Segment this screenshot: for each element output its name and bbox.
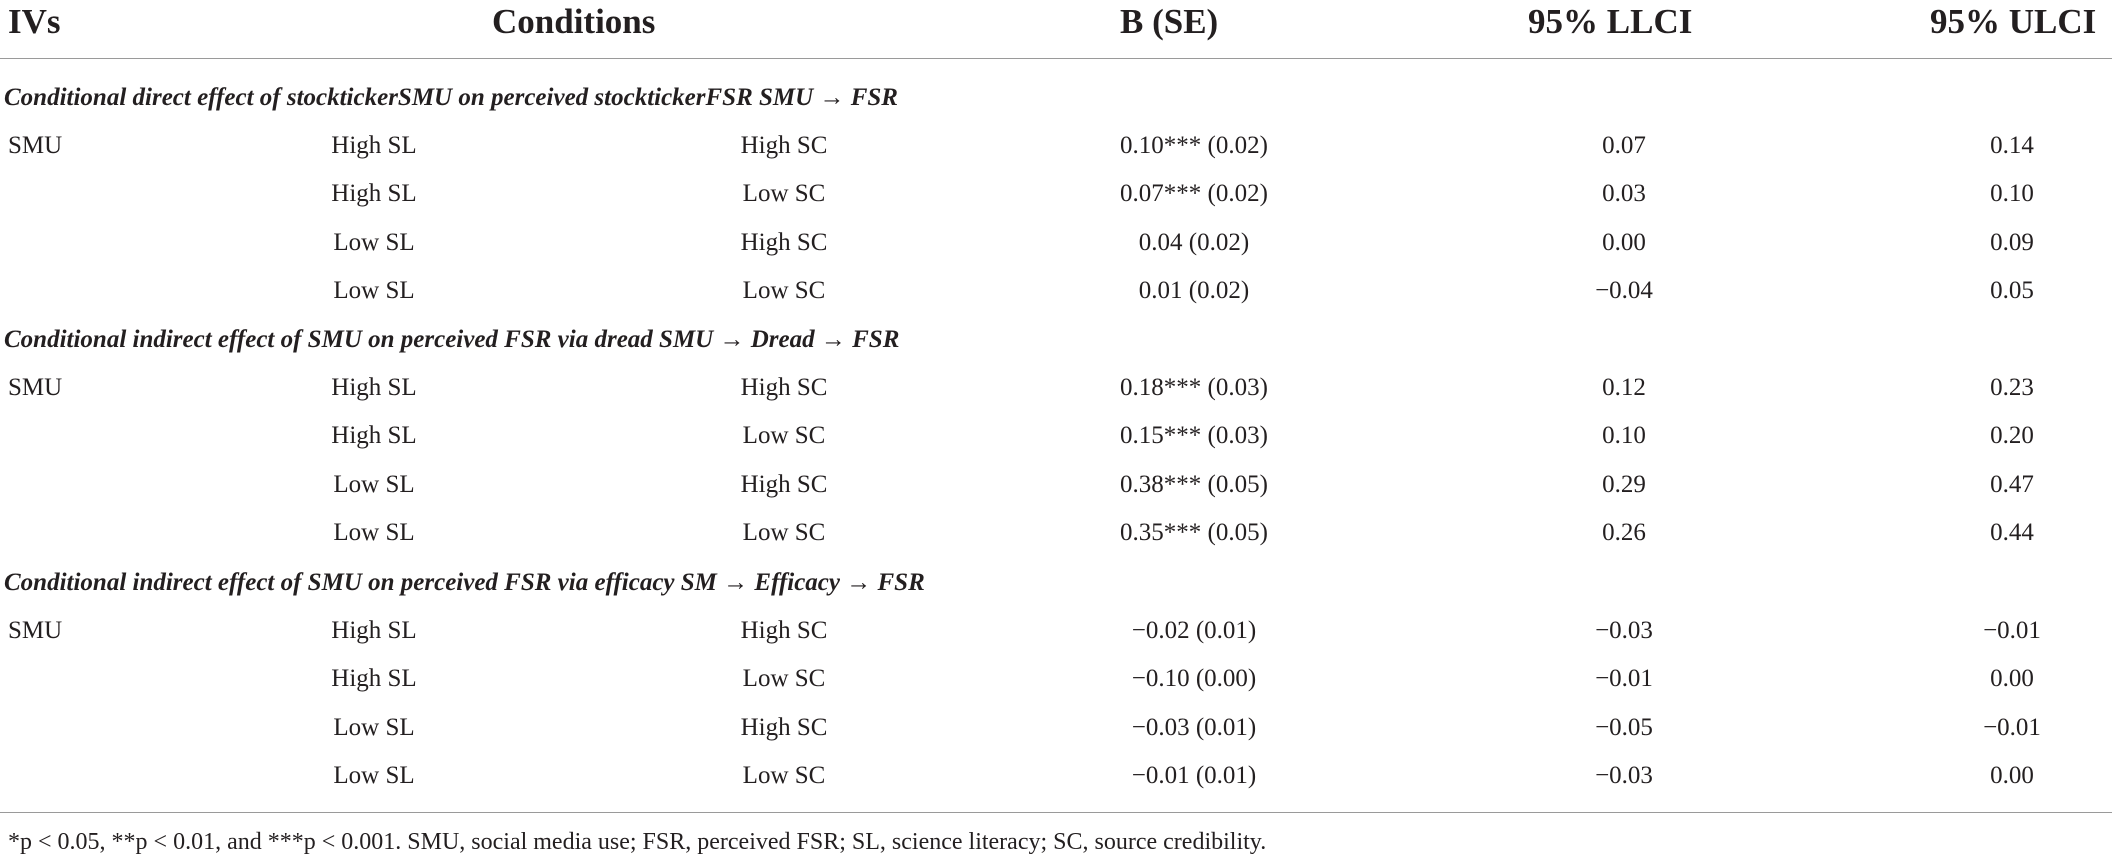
header-b-se: B (SE) <box>1120 2 1219 41</box>
cell-sl: High SL <box>331 422 417 449</box>
cell-llci: 0.07 <box>1602 132 1646 159</box>
header-ivs: IVs <box>8 2 61 41</box>
cell-llci: 0.29 <box>1602 471 1646 498</box>
cell-ulci: 0.23 <box>1990 374 2034 401</box>
cell-b-se: 0.10*** (0.02) <box>1120 132 1268 159</box>
cell-llci: −0.01 <box>1595 665 1653 692</box>
cell-sl: Low SL <box>333 519 415 546</box>
cell-ulci: 0.47 <box>1990 471 2034 498</box>
cell-sc: High SC <box>740 229 828 256</box>
cell-llci: 0.10 <box>1602 422 1646 449</box>
cell-iv: SMU <box>8 374 63 401</box>
table-row <box>0 515 2120 551</box>
table-row <box>0 176 2120 212</box>
cell-b-se: 0.04 (0.02) <box>1138 229 1250 256</box>
table-row <box>0 613 2120 649</box>
table-row <box>0 273 2120 309</box>
cell-llci: −0.04 <box>1595 277 1653 304</box>
cell-b-se: 0.38*** (0.05) <box>1120 471 1268 498</box>
cell-sl: High SL <box>331 180 417 207</box>
cell-b-se: 0.35*** (0.05) <box>1120 519 1268 546</box>
cell-sc: Low SC <box>742 277 826 304</box>
cell-sl: Low SL <box>333 471 415 498</box>
cell-sc: High SC <box>740 714 828 741</box>
section-title-efficacy: Conditional indirect effect of SMU on perceived FSR via efficacy SM → Efficacy → FSR <box>4 569 925 596</box>
cell-ulci: 0.05 <box>1990 277 2034 304</box>
table-row <box>0 225 2120 261</box>
cell-b-se: −0.10 (0.00) <box>1131 665 1257 692</box>
section-title-dread: Conditional indirect effect of SMU on perceived FSR via dread SMU → Dread → FSR <box>4 326 900 353</box>
cell-sl: High SL <box>331 665 417 692</box>
cell-llci: 0.00 <box>1602 229 1646 256</box>
cell-sl: High SL <box>331 132 417 159</box>
cell-llci: −0.03 <box>1595 762 1653 789</box>
cell-b-se: 0.18*** (0.03) <box>1120 374 1268 401</box>
cell-llci: 0.12 <box>1602 374 1646 401</box>
cell-llci: −0.03 <box>1595 617 1653 644</box>
cell-ulci: 0.20 <box>1990 422 2034 449</box>
cell-sc: Low SC <box>742 180 826 207</box>
cell-llci: 0.03 <box>1602 180 1646 207</box>
cell-b-se: 0.15*** (0.03) <box>1120 422 1268 449</box>
cell-iv: SMU <box>8 617 63 644</box>
cell-ulci: −0.01 <box>1983 714 2041 741</box>
cell-sc: High SC <box>740 374 828 401</box>
header-conditions: Conditions <box>492 2 656 41</box>
cell-sc: Low SC <box>742 762 826 789</box>
cell-sl: Low SL <box>333 229 415 256</box>
cell-llci: 0.26 <box>1602 519 1646 546</box>
section-title-direct-effect: Conditional direct effect of stocktickerSMU on perceived stocktickerFSR SMU → FSR <box>4 84 898 111</box>
cell-ulci: 0.44 <box>1990 519 2034 546</box>
cell-b-se: −0.03 (0.01) <box>1131 714 1257 741</box>
table-row <box>0 370 2120 406</box>
cell-sc: Low SC <box>742 422 826 449</box>
cell-ulci: 0.09 <box>1990 229 2034 256</box>
cell-sl: Low SL <box>333 714 415 741</box>
table-row <box>0 467 2120 503</box>
cell-b-se: −0.01 (0.01) <box>1131 762 1257 789</box>
cell-sc: High SC <box>740 617 828 644</box>
header-ulci: 95% ULCI <box>1930 2 2097 41</box>
table-row <box>0 128 2120 164</box>
cell-iv: SMU <box>8 132 63 159</box>
cell-sc: Low SC <box>742 665 826 692</box>
table-row <box>0 710 2120 746</box>
cell-sc: Low SC <box>742 519 826 546</box>
table-row <box>0 418 2120 454</box>
table-footnote: *p < 0.05, **p < 0.01, and ***p < 0.001. SMU, social media use; FSR, perceived FSR; SL, science literacy; SC, source credibility. <box>8 829 1267 855</box>
cell-sl: Low SL <box>333 277 415 304</box>
cell-b-se: 0.01 (0.02) <box>1138 277 1250 304</box>
cell-ulci: 0.10 <box>1990 180 2034 207</box>
cell-ulci: 0.00 <box>1990 665 2034 692</box>
cell-sl: High SL <box>331 374 417 401</box>
cell-b-se: −0.02 (0.01) <box>1131 617 1257 644</box>
cell-llci: −0.05 <box>1595 714 1653 741</box>
bottom-rule <box>0 812 2112 813</box>
cell-sl: Low SL <box>333 762 415 789</box>
cell-ulci: 0.00 <box>1990 762 2034 789</box>
header-rule <box>0 58 2112 59</box>
header-llci: 95% LLCI <box>1528 2 1693 41</box>
cell-sc: High SC <box>740 132 828 159</box>
cell-sl: High SL <box>331 617 417 644</box>
cell-sc: High SC <box>740 471 828 498</box>
cell-ulci: 0.14 <box>1990 132 2034 159</box>
table-row <box>0 661 2120 697</box>
table-row <box>0 758 2120 794</box>
cell-ulci: −0.01 <box>1983 617 2041 644</box>
cell-b-se: 0.07*** (0.02) <box>1120 180 1268 207</box>
